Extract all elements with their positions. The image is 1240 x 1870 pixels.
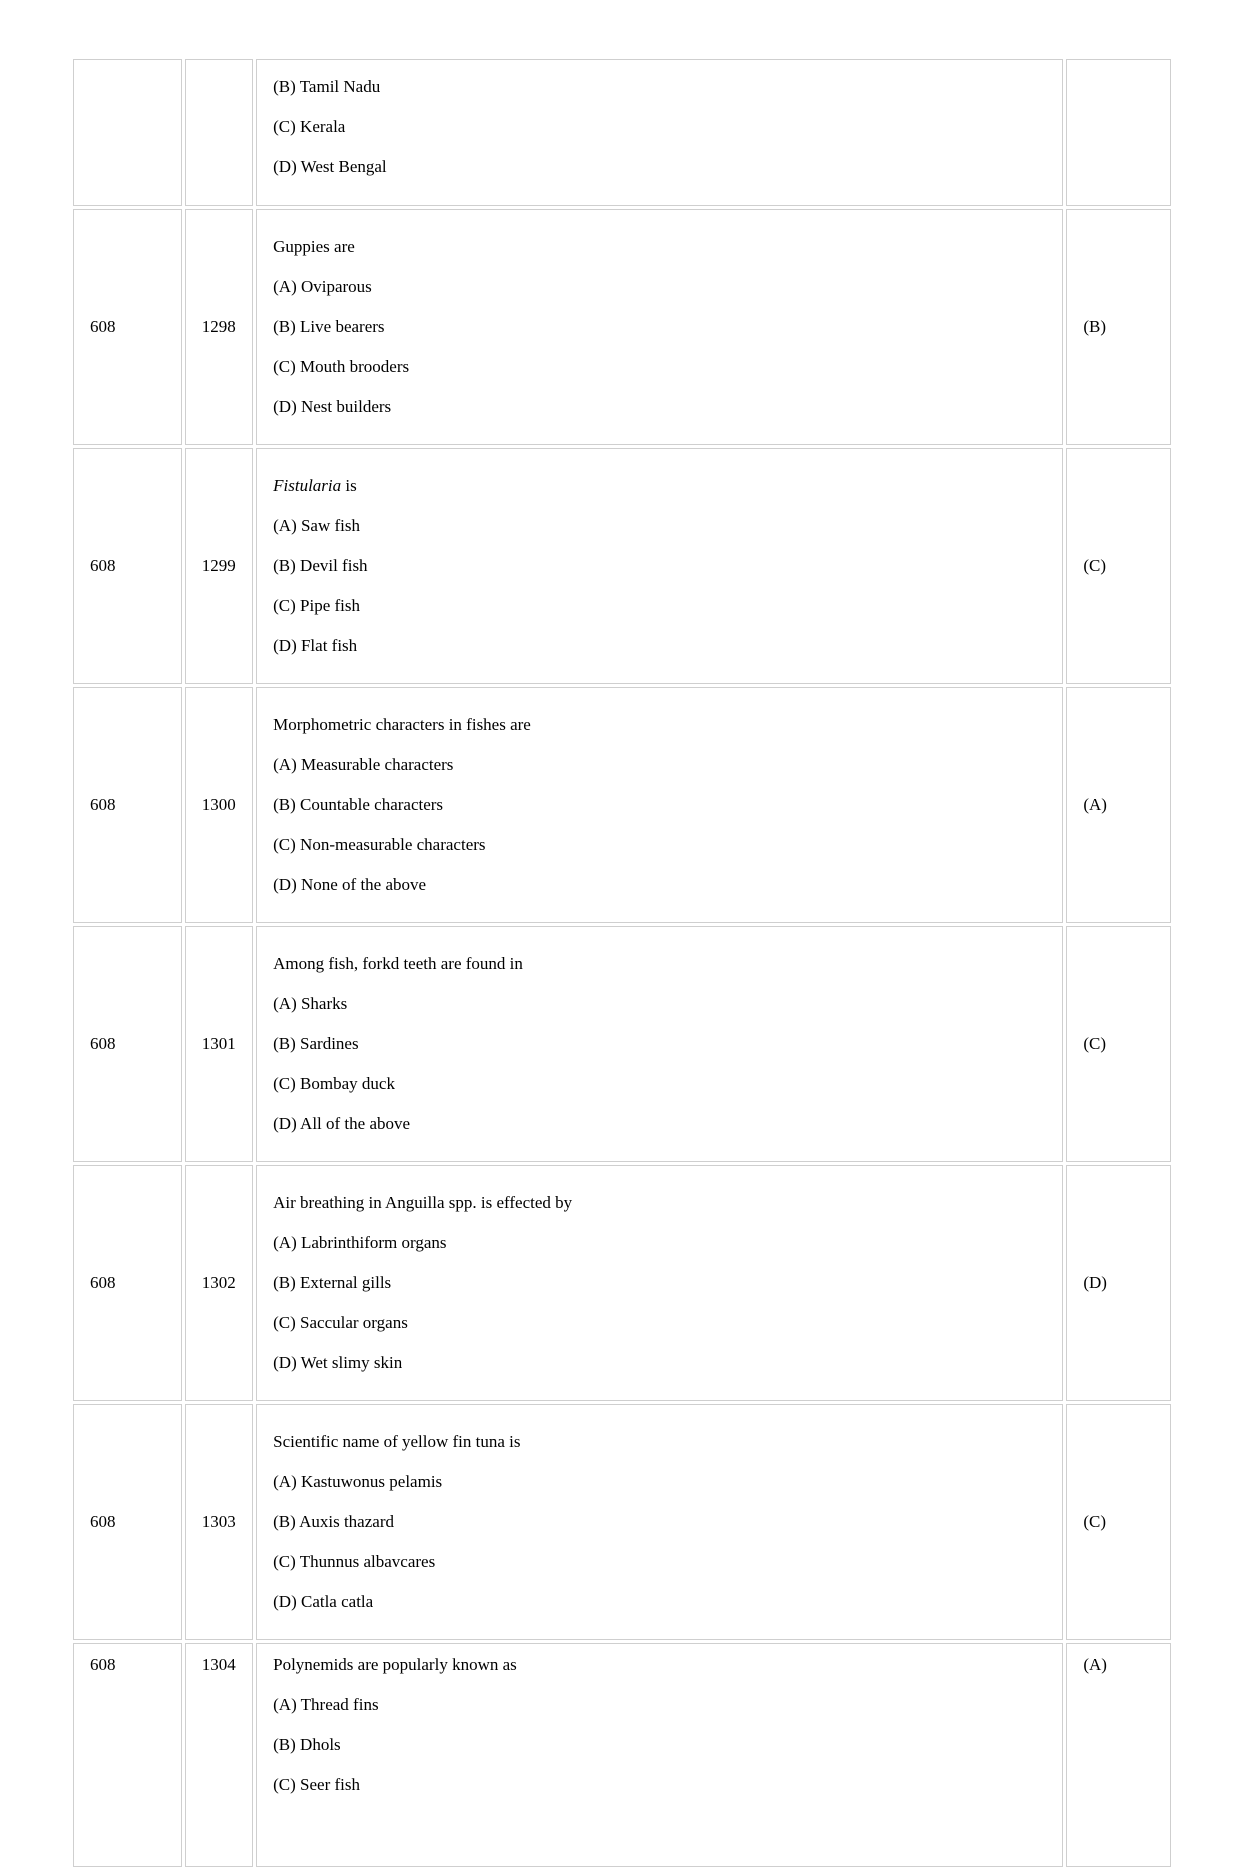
table-row xyxy=(73,1643,1171,1867)
table-row xyxy=(73,1404,1171,1640)
code-cell: 608 xyxy=(73,926,182,1162)
option-text: (C) Pipe fish xyxy=(273,596,361,615)
table-row xyxy=(73,448,1171,684)
table-row xyxy=(73,687,1171,923)
question-text: Scientific name of yellow fin tuna is xyxy=(273,1432,521,1451)
code-cell: 608 xyxy=(73,687,182,923)
option-text: (D) None of the above xyxy=(273,875,427,894)
option-text: (A) Thread fins xyxy=(273,1695,379,1714)
question-text-rest: is xyxy=(341,476,357,495)
table-row xyxy=(73,209,1171,445)
answer-cell: (A) xyxy=(1066,687,1171,923)
code-cell: 608 xyxy=(73,1165,182,1401)
answer-cell: (A) xyxy=(1066,1643,1171,1867)
option-text: (A) Sharks xyxy=(273,994,348,1013)
answer-cell: (C) xyxy=(1066,926,1171,1162)
question-text: Air breathing in Anguilla spp. is effected by xyxy=(273,1193,573,1212)
answer-cell: (C) xyxy=(1066,448,1171,684)
qno-cell: 1301 xyxy=(185,926,253,1162)
question-text: Guppies are xyxy=(273,237,355,256)
question-cell xyxy=(256,1643,1063,1867)
option-text: (D) Catla catla xyxy=(273,1592,374,1611)
question-table xyxy=(70,56,1174,1870)
qno-cell: 1300 xyxy=(185,687,253,923)
question-table-page xyxy=(73,59,1171,1794)
code-cell: 608 xyxy=(73,1404,182,1640)
option-text: (A) Oviparous xyxy=(273,277,372,296)
option-text: (C) Non-measurable characters xyxy=(273,835,486,854)
table-row-continued xyxy=(73,59,1171,206)
question-text: Polynemids are popularly known as xyxy=(273,1655,517,1674)
question-text: Morphometric characters in fishes are xyxy=(273,715,531,734)
option-text: (D) Nest builders xyxy=(273,397,392,416)
answer-cell: (D) xyxy=(1066,1165,1171,1401)
question-cell xyxy=(256,1404,1063,1640)
question-text: Among fish, forkd teeth are found in xyxy=(273,954,523,973)
option-text: (C) Kerala xyxy=(273,117,346,136)
option-text: (B) Live bearers xyxy=(273,317,385,336)
option-text: (D) All of the above xyxy=(273,1114,411,1133)
option-text: (A) Kastuwonus pelamis xyxy=(273,1472,443,1491)
option-text: (D) Wet slimy skin xyxy=(273,1353,403,1372)
code-cell xyxy=(73,59,182,206)
code-cell: 608 xyxy=(73,209,182,445)
question-cell xyxy=(256,59,1063,206)
option-text: (C) Bombay duck xyxy=(273,1074,395,1093)
option-text: (A) Saw fish xyxy=(273,516,361,535)
option-text: (B) Dhols xyxy=(273,1735,341,1754)
option-text: (B) Auxis thazard xyxy=(273,1512,394,1531)
qno-cell xyxy=(185,59,253,206)
question-cell xyxy=(256,926,1063,1162)
option-text: (D) Flat fish xyxy=(273,636,358,655)
answer-cell: (B) xyxy=(1066,209,1171,445)
table-row xyxy=(73,1165,1171,1401)
option-text: (B) Tamil Nadu xyxy=(273,77,381,96)
question-cell xyxy=(256,448,1063,684)
option-text: (B) Devil fish xyxy=(273,556,368,575)
question-italic-term: Fistularia xyxy=(273,476,342,495)
option-text: (B) Sardines xyxy=(273,1034,359,1053)
option-text: (B) Countable characters xyxy=(273,795,444,814)
question-cell xyxy=(256,209,1063,445)
question-cell xyxy=(256,1165,1063,1401)
table-row xyxy=(73,926,1171,1162)
qno-cell: 1299 xyxy=(185,448,253,684)
option-text: (C) Seer fish xyxy=(273,1775,360,1794)
qno-cell: 1303 xyxy=(185,1404,253,1640)
option-text: (A) Measurable characters xyxy=(273,755,454,774)
option-text: (C) Mouth brooders xyxy=(273,357,410,376)
option-text: (C) Saccular organs xyxy=(273,1313,408,1332)
code-cell: 608 xyxy=(73,448,182,684)
option-text: (B) External gills xyxy=(273,1273,392,1292)
answer-cell xyxy=(1066,59,1171,206)
option-text: (D) West Bengal xyxy=(273,157,387,176)
qno-cell: 1298 xyxy=(185,209,253,445)
code-cell: 608 xyxy=(73,1643,182,1867)
option-text: (A) Labrinthiform organs xyxy=(273,1233,447,1252)
qno-cell: 1304 xyxy=(185,1643,253,1867)
question-text xyxy=(273,476,1046,496)
question-cell xyxy=(256,687,1063,923)
qno-cell: 1302 xyxy=(185,1165,253,1401)
answer-cell: (C) xyxy=(1066,1404,1171,1640)
option-text: (C) Thunnus albavcares xyxy=(273,1552,436,1571)
